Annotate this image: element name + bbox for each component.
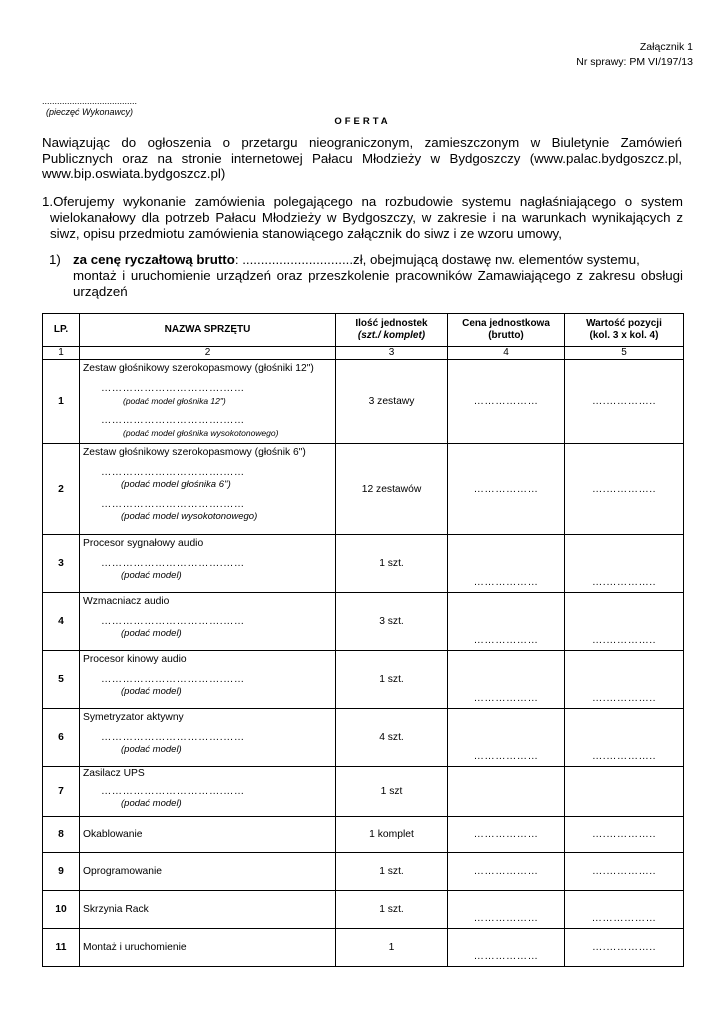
row-lp: 7 <box>43 767 80 817</box>
row-lp: 10 <box>43 891 80 929</box>
row-name: Skrzynia Rack <box>80 891 336 929</box>
table-row <box>43 929 684 967</box>
table-row <box>43 853 684 891</box>
price-clause-rest: montaż i uruchomienie urządzeń oraz przeszkolenie pracowników Zamawiającego z zakresu obsługi urządzeń <box>73 268 683 299</box>
value-field[interactable]: ….………….. <box>565 535 684 593</box>
price-clause <box>49 252 683 300</box>
row-qty: 1 szt. <box>336 853 448 891</box>
unit-price-field[interactable]: ……………… <box>448 360 565 444</box>
value-field[interactable] <box>565 767 684 817</box>
row-lp: 9 <box>43 853 80 891</box>
value-field[interactable]: ….………….. <box>565 929 684 967</box>
model-input-line[interactable]: …………………………….…… <box>101 383 245 394</box>
page-title: OFERTA <box>334 116 391 127</box>
unit-price-field[interactable]: ……………… <box>448 817 565 853</box>
value-field[interactable]: ….………….. <box>565 817 684 853</box>
row-name-cell <box>80 767 336 817</box>
table-row <box>43 651 684 709</box>
row-qty: 1 szt <box>336 767 448 817</box>
row-lp: 5 <box>43 651 80 709</box>
unit-price-field[interactable]: ……………… <box>448 593 565 651</box>
offer-point-1-continuation: wielokanałowy dla potrzeb Pałacu Młodzieży w Bydgoszczy, w zakresie i na warunkach wynikających z siwz, opisu przedmiotu zamówienia stanowiącego załącznik do siwz i ze wzoru umowy, <box>50 210 683 241</box>
offer-point-1 <box>42 194 683 242</box>
header-qty-label: Ilość jednostek <box>355 318 428 329</box>
header-unit-price <box>448 314 565 347</box>
model-input-line[interactable]: …………………………….…… <box>101 558 245 569</box>
table-row <box>43 817 684 853</box>
header-value-label: Wartość pozycji <box>586 318 662 329</box>
col-number: 5 <box>565 347 684 360</box>
price-clause-bold: za cenę ryczałtową brutto <box>73 252 235 267</box>
unit-price-field[interactable]: ……………… <box>448 535 565 593</box>
row-qty: 1 komplet <box>336 817 448 853</box>
value-field[interactable]: ….………….. <box>565 593 684 651</box>
col-number: 3 <box>336 347 448 360</box>
col-number: 1 <box>43 347 80 360</box>
model-input-line[interactable]: …………………………….…… <box>101 415 245 426</box>
table-row <box>43 593 684 651</box>
col-number: 4 <box>448 347 565 360</box>
table-row <box>43 767 684 817</box>
stamp-dots: ...................................... <box>42 96 138 106</box>
unit-price-field[interactable]: ……………… <box>448 853 565 891</box>
model-input-line[interactable]: …………………………….…… <box>101 499 245 510</box>
unit-price-field[interactable] <box>448 767 565 817</box>
items-table <box>42 313 684 967</box>
model-input-line[interactable]: …………………………….…… <box>101 467 245 478</box>
unit-price-field[interactable]: ……………… <box>448 929 565 967</box>
value-field[interactable]: ….………….. <box>565 853 684 891</box>
header-unit-price-label: Cena jednostkowa <box>462 318 550 329</box>
value-field[interactable]: ……………… <box>565 891 684 929</box>
row-lp: 3 <box>43 535 80 593</box>
row-name: Zestaw głośnikowy szerokopasmowy (głośniki 12") <box>83 363 314 374</box>
header-value <box>565 314 684 347</box>
unit-price-field[interactable]: ……………… <box>448 444 565 535</box>
model-hint: (podać model) <box>121 686 182 697</box>
header-unit-price-sub: (brutto) <box>488 330 524 341</box>
row-qty: 4 szt. <box>336 709 448 767</box>
model-input-line[interactable]: …………………………….…… <box>101 616 245 627</box>
model-hint: (podać model głośnika 6'') <box>121 479 231 490</box>
unit-price-field[interactable]: ……………… <box>448 709 565 767</box>
table-row <box>43 535 684 593</box>
value-field[interactable]: ….………….. <box>565 444 684 535</box>
model-input-line[interactable]: …………………………….…… <box>101 786 245 797</box>
row-qty: 3 szt. <box>336 593 448 651</box>
row-name: Procesor sygnałowy audio <box>83 538 204 549</box>
document-header <box>576 40 693 70</box>
header-qty-sub: (szt./ komplet) <box>357 330 426 341</box>
row-name: Oprogramowanie <box>80 853 336 891</box>
row-name: Okablowanie <box>80 817 336 853</box>
attachment-label: Załącznik 1 <box>639 41 693 53</box>
row-name: Zasilacz UPS <box>83 768 145 779</box>
value-field[interactable]: ….………….. <box>565 651 684 709</box>
row-qty: 1 szt. <box>336 891 448 929</box>
row-name-cell <box>80 593 336 651</box>
header-qty <box>336 314 448 347</box>
row-lp: 2 <box>43 444 80 535</box>
unit-price-field[interactable]: ……………… <box>448 651 565 709</box>
row-lp: 1 <box>43 360 80 444</box>
table-row <box>43 891 684 929</box>
row-qty: 12 zestawów <box>336 444 448 535</box>
row-name: Zestaw głośnikowy szerokopasmowy (głośnik 6") <box>83 447 306 458</box>
header-value-sub: (kol. 3 x kol. 4) <box>589 330 659 341</box>
table-row <box>43 709 684 767</box>
model-input-line[interactable]: …………………………….…… <box>101 732 245 743</box>
row-name: Symetryzator aktywny <box>83 712 184 723</box>
column-numbers-row <box>43 347 684 360</box>
col-number: 2 <box>80 347 336 360</box>
offer-point-1-first-line: 1.Oferujemy wykonanie zamówienia polegającego na rozbudowie systemu nagłaśniającego o system <box>42 194 683 209</box>
row-name-cell <box>80 444 336 535</box>
value-field[interactable]: ….………….. <box>565 709 684 767</box>
intro-paragraph: Nawiązując do ogłoszenia o przetargu nieograniczonym, zamieszczonym w Biuletynie Zamówień Publicznych oraz na stronie internetowej Pałacu Młodzieży w Bydgoszczy (www.palac.bydgoszcz.pl, www.bip.oswiata.bydgoszcz.pl) <box>42 135 682 181</box>
row-name: Procesor kinowy audio <box>83 654 187 665</box>
price-clause-text: : ..............................zł, obejmującą dostawę nw. elementów systemu, <box>234 252 640 267</box>
contractor-stamp <box>42 96 137 118</box>
row-name-cell <box>80 709 336 767</box>
table-row <box>43 360 684 444</box>
row-qty: 1 szt. <box>336 535 448 593</box>
model-hint: (podać model) <box>121 798 182 809</box>
row-qty: 1 <box>336 929 448 967</box>
model-hint: (podać model) <box>121 744 182 755</box>
model-hint: (podać model głośnika 12") <box>123 396 226 406</box>
header-lp: LP. <box>43 314 80 347</box>
row-name: Wzmacniacz audio <box>83 596 170 607</box>
row-lp: 6 <box>43 709 80 767</box>
row-qty: 1 szt. <box>336 651 448 709</box>
header-name: NAZWA SPRZĘTU <box>80 314 336 347</box>
case-number: Nr sprawy: PM VI/197/13 <box>576 56 693 68</box>
model-input-line[interactable]: …………………………….…… <box>101 674 245 685</box>
stamp-caption: (pieczęć Wykonawcy) <box>46 107 134 117</box>
row-lp: 4 <box>43 593 80 651</box>
table-header-row <box>43 314 684 347</box>
unit-price-field[interactable]: ……………… <box>448 891 565 929</box>
model-hint: (podać model) <box>121 570 182 581</box>
row-lp: 8 <box>43 817 80 853</box>
row-name-cell <box>80 651 336 709</box>
value-field[interactable]: ….………….. <box>565 360 684 444</box>
row-name-cell <box>80 360 336 444</box>
row-lp: 11 <box>43 929 80 967</box>
row-name: Montaż i uruchomienie <box>80 929 336 967</box>
model-hint: (podać model wysokotonowego) <box>121 511 258 522</box>
price-clause-number: 1) <box>49 252 61 267</box>
row-name-cell <box>80 535 336 593</box>
model-hint: (podać model głośnika wysokotonowego) <box>123 428 279 438</box>
row-qty: 3 zestawy <box>336 360 448 444</box>
table-row <box>43 444 684 535</box>
model-hint: (podać model) <box>121 628 182 639</box>
